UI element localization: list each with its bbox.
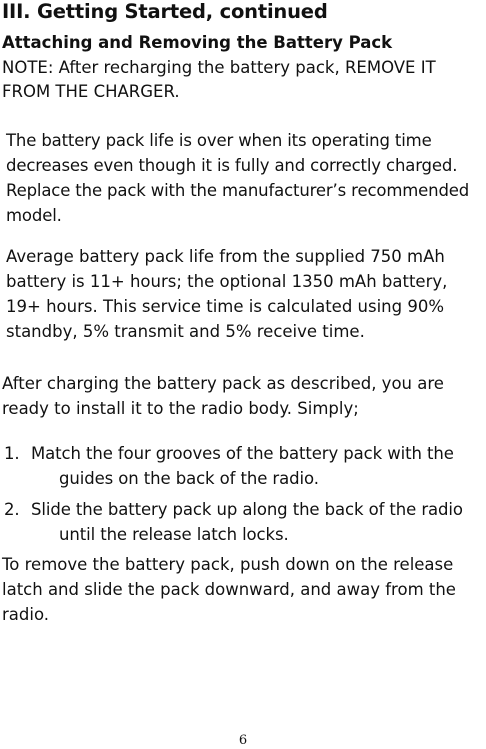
install-step	[2, 497, 486, 547]
install-step	[2, 441, 486, 491]
page-number: 6	[238, 733, 248, 748]
battery-service-time-paragraph: Average battery pack life from the supplied 750 mAh battery is 11+ hours; the optional 1350 mAh battery, 19+ hours. This service time is calculated using 90% standby, 5% transmit and 5% receive time.	[6, 247, 448, 341]
step-number: 2.	[4, 500, 20, 519]
step-number: 1.	[4, 444, 20, 463]
step-text: Slide the battery pack up along the back of the radio until the release latch locks.	[31, 500, 463, 544]
step-text: Match the four grooves of the battery pack with the guides on the back of the radio.	[31, 444, 454, 488]
removal-paragraph: To remove the battery pack, push down on the release latch and slide the pack downward, and away from the radio.	[2, 555, 456, 624]
note-paragraph: NOTE: After recharging the battery pack, REMOVE IT FROM THE CHARGER.	[2, 58, 436, 101]
battery-life-paragraph: The battery pack life is over when its operating time decreases even though it is fully and correctly charged. Replace the pack with the manufacturer’s recommended model.	[6, 131, 470, 225]
section-title: III. Getting Started, continued	[2, 0, 328, 23]
subsection-title: Attaching and Removing the Battery Pack	[2, 33, 393, 52]
install-steps-list	[2, 441, 486, 553]
install-intro-paragraph: After charging the battery pack as described, you are ready to install it to the radio body. Simply;	[2, 374, 444, 418]
